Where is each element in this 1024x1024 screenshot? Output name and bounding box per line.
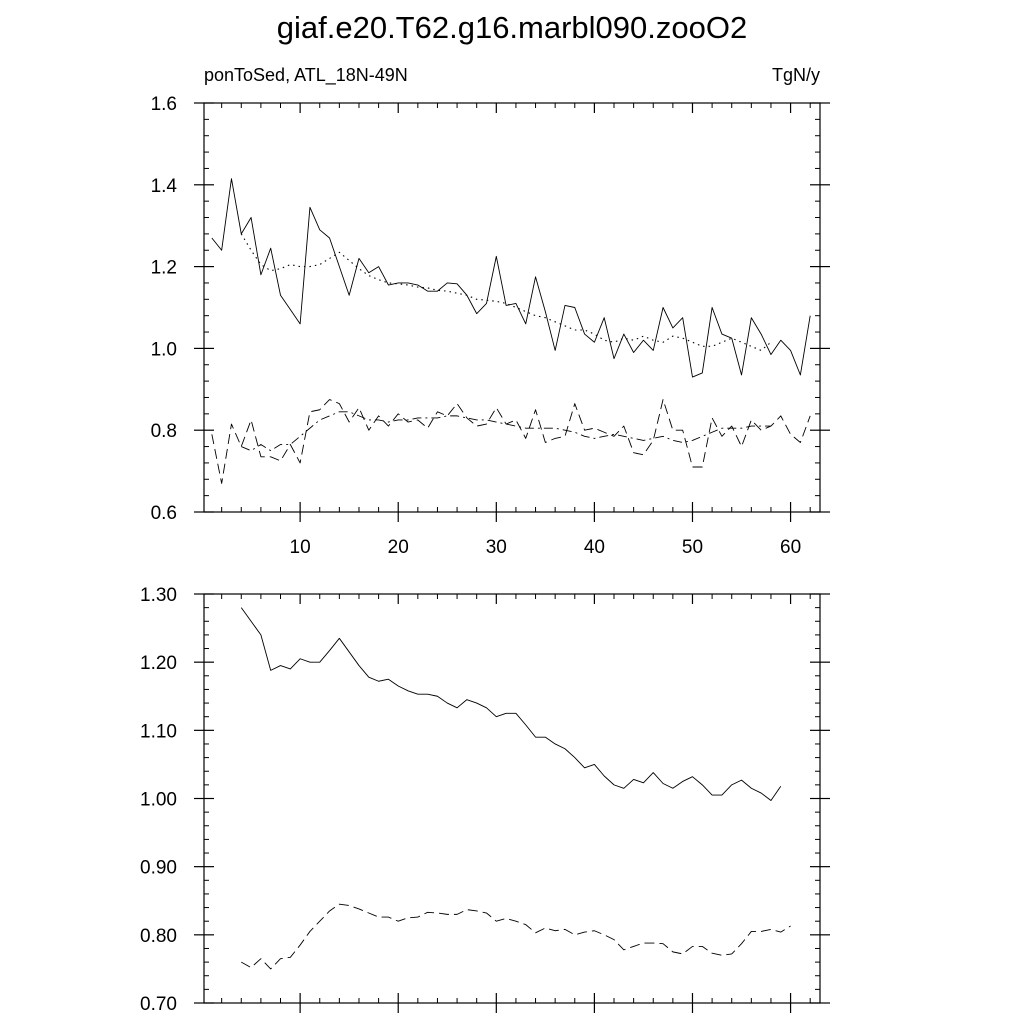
top-y-tick-label: 0.6	[150, 503, 177, 524]
bottom-y-tick-label: 1.20	[140, 653, 177, 675]
top-y-tick-label: 1.2	[150, 257, 177, 279]
top-series	[212, 179, 810, 484]
top-series-dashdot-line	[241, 412, 771, 451]
top-x-ticks	[222, 103, 811, 558]
top-plot-frame	[204, 103, 820, 512]
bottom-y-ticks	[140, 585, 830, 1015]
top-series-dotted-line	[241, 234, 771, 351]
bottom-panel	[140, 585, 830, 1015]
variable-region-label: ponToSed, ATL_18N-49N	[204, 65, 408, 85]
top-x-tick-label: 20	[387, 537, 409, 558]
figure-title: giaf.e20.T62.g16.marbl090.zooO2	[276, 10, 748, 45]
top-x-tick-label: 50	[681, 537, 704, 558]
top-x-tick-label: 10	[289, 537, 311, 558]
units-label: TgN/y	[771, 65, 820, 85]
bottom-plot-frame	[204, 594, 820, 1003]
bottom-series	[241, 608, 790, 969]
top-series-solid-line	[212, 179, 810, 377]
bottom-y-tick-label: 0.80	[140, 925, 177, 947]
top-x-tick-label: 60	[780, 537, 802, 558]
bottom-y-tick-label: 0.90	[140, 857, 177, 879]
top-y-tick-label: 1.4	[150, 175, 177, 197]
bottom-y-tick-label: 1.10	[140, 721, 177, 743]
top-y-tick-label: 1.0	[150, 339, 177, 361]
top-y-tick-label: 1.6	[150, 94, 177, 115]
bottom-series-dashed-line	[241, 904, 790, 969]
top-panel	[151, 65, 830, 558]
top-x-tick-label: 40	[583, 537, 605, 558]
bottom-y-tick-label: 1.30	[140, 585, 177, 606]
top-y-ticks	[151, 94, 830, 524]
bottom-y-tick-label: 1.00	[140, 789, 177, 811]
top-y-tick-label: 0.8	[150, 421, 177, 443]
bottom-x-ticks	[222, 594, 811, 1013]
bottom-y-tick-label: 0.70	[140, 994, 177, 1015]
top-x-tick-label: 30	[485, 537, 507, 558]
top-series-dashed-line	[212, 400, 810, 484]
bottom-series-solid-line	[241, 608, 780, 801]
